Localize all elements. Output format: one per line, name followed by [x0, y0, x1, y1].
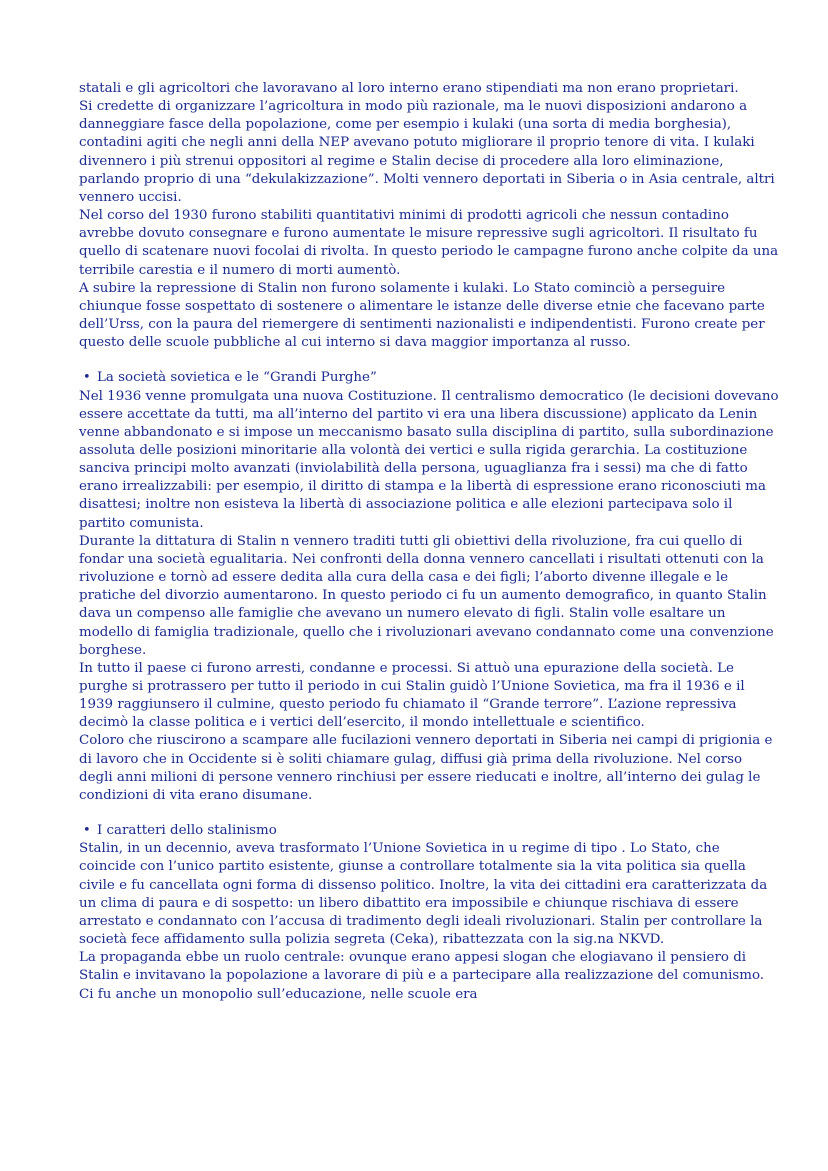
- section-heading-text: I caratteri dello stalinismo: [97, 823, 277, 839]
- bullet-icon: •: [83, 370, 91, 386]
- intro-block: [79, 80, 779, 352]
- paragraph: La propaganda ebbe un ruolo centrale: ovunque erano appesi slogan che elogiavano il pensiero di Stalin e invitavano la popolazione a lavorare di più e a partecipare alla realizzazione del comunismo. Ci fu anche un monopolio sull’educazione, nelle scuole era: [79, 950, 765, 1002]
- paragraph: A subire la repressione di Stalin non furono solamente i kulaki. Lo Stato cominciò a perseguire chiunque fosse sospettato di sostenere o alimentare le istanze delle diverse etnie che facevano parte dell’Urss, con la paura del riemergere di sentimenti nazionalisti e indipendentisti. Furono create per questo delle scuole pubbliche al cui interno si dava maggior importanza al russo.: [79, 280, 765, 351]
- section-stalinismo: [79, 822, 779, 1004]
- section-heading-text: La società sovietica e le “Grandi Purghe”: [97, 370, 377, 386]
- section-heading: [79, 369, 779, 387]
- paragraph: Stalin, in un decennio, aveva trasformato l’Unione Sovietica in u regime di tipo . Lo Stato, che coincide con l’unico partito esistente, giunse a controllare totalmente sia la vita politica sia quella civile e fu cancellata ogni forma di dissenso politico. Inoltre, la vita dei cittadini era caratterizzata da un clima di paura e di sospetto: un libero dibattito era impossibile e chiunque rischiava di essere arrestato e condannato con l’accusa di tradimento degli ideali rivoluzionari. Stalin per controllare la società fece affidamento sulla polizia segreta (Ceka), ribattezzata con la sig.na NKVD.: [79, 841, 768, 948]
- paragraph: Coloro che riuscirono a scampare alle fucilazioni vennero deportati in Siberia nei campi di prigionia e di lavoro che in Occidente si è soliti chiamare gulag, diffusi già prima della rivoluzione. Nel corso degli anni milioni di persone vennero rinchiusi per essere rieducati e inoltre, all’interno dei gulag le condizioni di vita erano disumane.: [79, 733, 773, 803]
- paragraph: In tutto il paese ci furono arresti, condanne e processi. Si attuò una epurazione della società. Le purghe si protrassero per tutto il periodo in cui Stalin guidò l’Unione Sovietica, ma fra il 1936 e il 1939 raggiunsero il culmine, questo periodo fu chiamato il “Grande terrore”. L’azione repressiva decimò la classe politica e i vertici dell’esercito, il mondo intellettuale e scientifico.: [79, 660, 745, 731]
- document-page: [79, 80, 779, 1004]
- bullet-icon: •: [83, 823, 91, 839]
- paragraph: statali e gli agricoltori che lavoravano al loro interno erano stipendiati ma non erano proprietari.: [79, 81, 739, 96]
- paragraph: Durante la dittatura di Stalin n vennero traditi tutti gli obiettivi della rivoluzione, fra cui quello di fondar una società egualitaria. Nei confronti della donna vennero cancellati i risultati ottenuti con la rivoluzione e tornò ad essere dedita alla cura della casa e dei figli; l’aborto divenne illegale e le pratiche del divorzio aumentarono. In questo periodo ci fu un aumento demografico, in quanto Stalin dava un compenso alle famiglie che avevano un numero elevato di figli. Stalin volle esaltare un modello di famiglia tradizionale, quello che i rivoluzionari avevano condannato come una convenzione borghese.: [79, 533, 774, 658]
- paragraph: Nel corso del 1930 furono stabiliti quantitativi minimi di prodotti agricoli che nessun contadino avrebbe dovuto consegnare e furono aumentate le misure repressive sugli agricoltori. Il risultato fu quello di scatenare nuovi focolai di rivolta. In questo periodo le campagne furono anche colpite da una terribile carestia e il numero di morti aumentò.: [79, 208, 779, 278]
- paragraph: Nel 1936 venne promulgata una nuova Costituzione. Il centralismo democratico (le decisioni dovevano essere accettate da tutti, ma all’interno del partito vi era una libera discussione) applicato da Lenin venne abbandonato e si impose un meccanismo basato sulla disciplina di partito, sulla subordinazione assoluta delle posizioni minoritarie alla volontà dei vertici e sulla rigida gerarchia. La costituzione sanciva principi molto avanzati (inviolabilità della persona, uguaglianza fra i sessi) ma che di fatto erano irrealizzabili: per esempio, il diritto di stampa e la libertà di espressione erano riconosciuti ma disattesi; inoltre non esisteva la libertà di associazione politica e alle elezioni partecipava solo il partito comunista.: [79, 388, 779, 531]
- section-heading: [79, 822, 779, 840]
- section-grandi-purghe: [79, 369, 779, 805]
- paragraph: Si credette di organizzare l’agricoltura in modo più razionale, ma le nuovi disposizioni andarono a danneggiare fasce della popolazione, come per esempio i kulaki (una sorta di media borghesia), contadini agiti che negli anni della NEP avevano potuto migliorare il proprio tenore di vita. I kulaki divennero i più strenui oppositori al regime e Stalin decise di procedere alla loro eliminazione, parlando proprio di una “dekulakizzazione”. Molti vennero deportati in Siberia o in Asia centrale, altri vennero uccisi.: [79, 99, 775, 205]
